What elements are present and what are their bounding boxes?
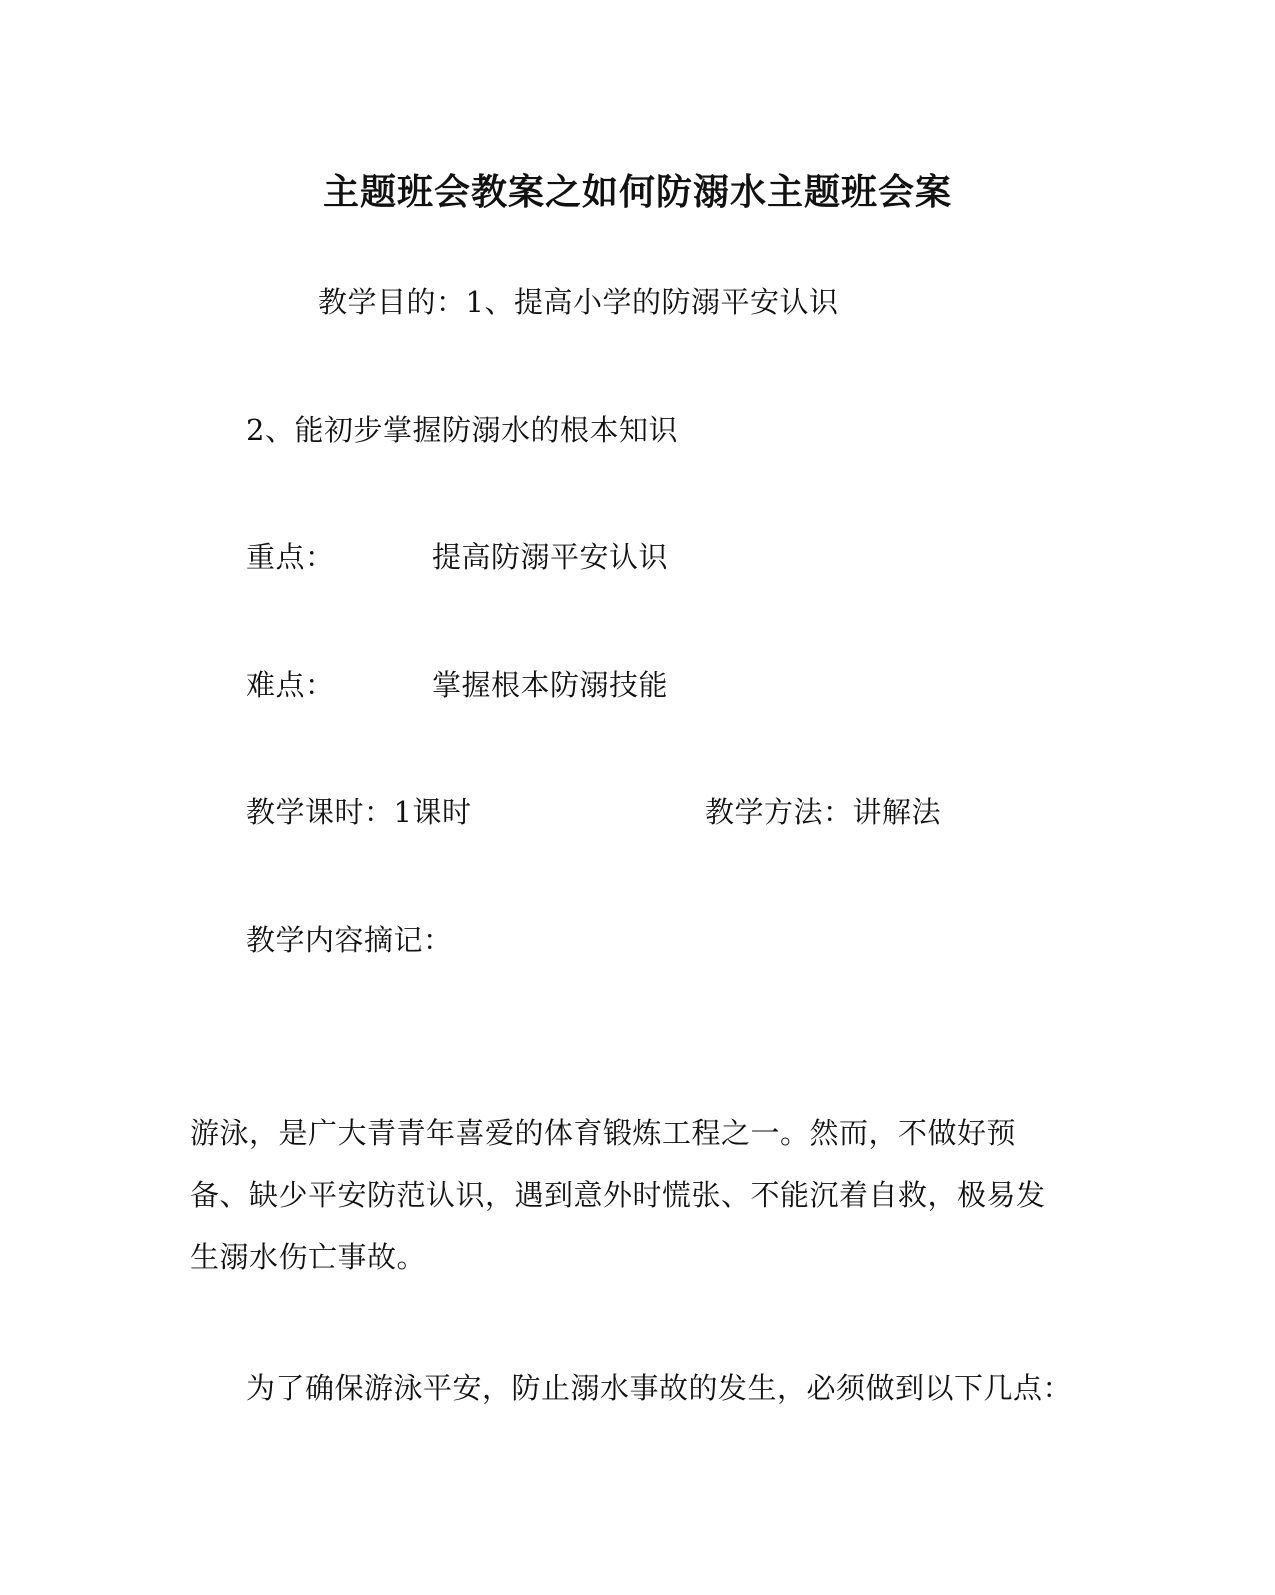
teaching-objective-2: 2、能初步掌握防溺水的根本知识 — [246, 413, 678, 447]
body-paragraph-1: 游泳，是广大青青年喜爱的体育锻炼工程之一。然而，不做好预备、缺少平安防范认识，遇到意外时慌张、不能沉着自救，极易发生溺水伤亡事故。 — [190, 1116, 1046, 1274]
difficulty-label: 难点： — [246, 668, 335, 702]
body-paragraph-2: 为了确保游泳平安，防止溺水事故的发生，必须做到以下几点： — [246, 1371, 1073, 1405]
document-title: 主题班会教案之如何防溺水主题班会案 — [322, 171, 952, 213]
teaching-objective-1: 教学目的：1、提高小学的防溺平安认识 — [318, 285, 839, 319]
key-point-value: 提高防溺平安认识 — [432, 540, 669, 574]
teaching-method: 教学方法：讲解法 — [705, 795, 942, 829]
class-hours: 教学课时：1课时 — [246, 795, 472, 829]
difficulty-value: 掌握根本防溺技能 — [432, 668, 669, 702]
content-heading: 教学内容摘记： — [246, 923, 453, 957]
key-point-label: 重点： — [246, 540, 335, 574]
